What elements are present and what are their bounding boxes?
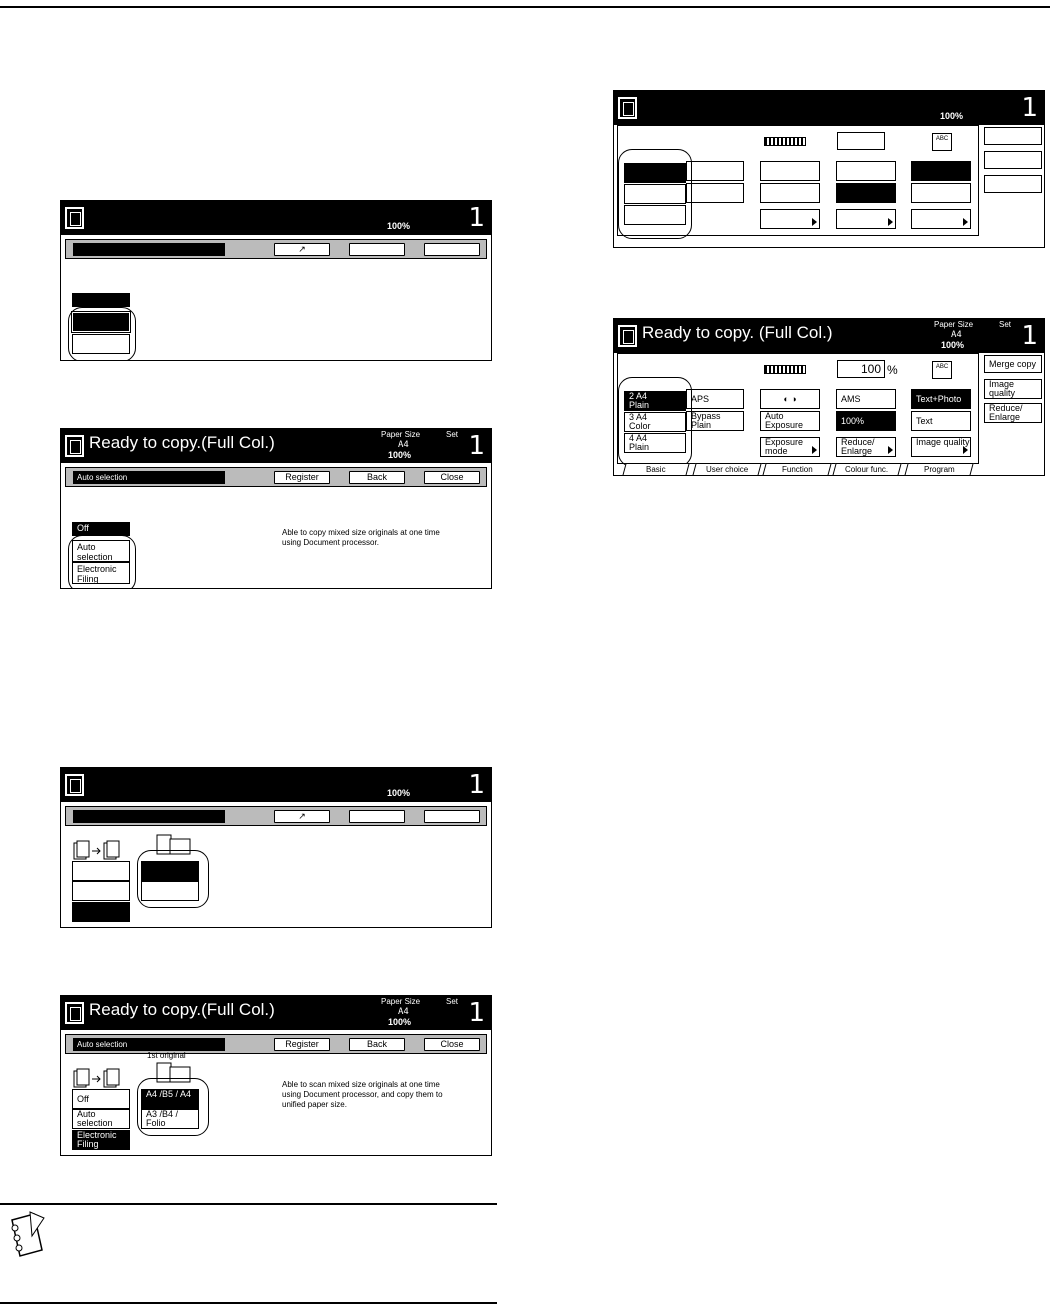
zoom-indicator: 100% (941, 340, 965, 350)
electronic-filing-button[interactable] (72, 902, 130, 922)
note-bottom-rule (0, 1302, 497, 1304)
merge-copy-button[interactable] (984, 127, 1042, 145)
zoom-indicator: 100% (387, 221, 411, 231)
copy-count: 1 (468, 998, 485, 1028)
status-title: Ready to copy.(Full Col.) (89, 433, 275, 452)
bypass-type: Plain (691, 420, 712, 430)
screen-c (60, 767, 492, 928)
electronic-filing-button[interactable]: Electronic Filing (72, 562, 130, 584)
bypass-button[interactable] (686, 411, 744, 431)
contrast-button[interactable]: ◐ ◑ (760, 389, 820, 409)
mode-label: Auto selection (73, 471, 225, 484)
exposure-mode-button[interactable] (760, 437, 820, 457)
title-bar (61, 768, 491, 802)
reduce-enlarge-button[interactable] (836, 209, 896, 229)
tab-program-label: Program (923, 465, 955, 474)
copy-count: 1 (468, 770, 485, 800)
side-reduce-enlarge-button[interactable] (984, 175, 1042, 193)
back-button[interactable] (349, 243, 405, 256)
drawer-3-type: Color (629, 421, 651, 431)
back-button[interactable]: Back (349, 471, 405, 484)
document-icon (65, 435, 84, 457)
title-bar (61, 201, 491, 235)
document-icon (618, 325, 637, 347)
zoom-display-value: 100 (860, 362, 881, 376)
tab-colour-func-label: Colour func. (845, 465, 889, 474)
side-image-quality-button[interactable]: Image quality (984, 379, 1042, 399)
size-option-1[interactable]: A4 /B5 / A4 (141, 1089, 199, 1109)
document-icon (65, 1002, 84, 1024)
close-button[interactable] (424, 810, 480, 823)
document-icon (65, 207, 84, 229)
copy-count: 1 (468, 431, 485, 461)
mode-bar (65, 239, 487, 259)
exposure-dial (764, 137, 806, 146)
zoom-indicator: 100% (388, 1017, 412, 1027)
paper-size-value: A4 (398, 440, 409, 450)
register-button[interactable]: ↗ (274, 810, 330, 823)
auto-exposure-button[interactable] (760, 183, 820, 203)
info-message: Able to copy mixed size originals at one time using Document processor. (282, 528, 440, 547)
screen-d (60, 995, 492, 1156)
image-quality-button[interactable] (911, 209, 971, 229)
aps-button[interactable]: APS (686, 389, 744, 409)
merge-copy-button[interactable]: Merge copy (984, 355, 1042, 373)
paper-size-value: A4 (398, 1007, 409, 1017)
zoom-display (837, 132, 885, 150)
aps-button[interactable] (686, 161, 744, 181)
zoom-display (837, 360, 885, 378)
close-button[interactable]: Close (424, 471, 480, 484)
zoom-indicator: 100% (387, 788, 411, 798)
close-button[interactable] (424, 243, 480, 256)
title-bar (61, 429, 491, 463)
auto-selection-button[interactable]: Auto selection (72, 540, 130, 562)
highlight-oval (137, 850, 209, 908)
copy-count: 1 (468, 203, 485, 233)
ams-button[interactable]: AMS (836, 389, 896, 409)
auto-selection-button[interactable] (72, 881, 130, 901)
zoom-unit: % (887, 363, 898, 377)
text-photo-button[interactable] (911, 161, 971, 181)
document-icon (65, 774, 84, 796)
drawer-2-size: 2 A4 (629, 391, 648, 401)
document-icon (618, 97, 637, 119)
copy-count: 1 (1021, 93, 1038, 123)
image-quality-label: Image quality (916, 437, 970, 447)
drawer-3-size: 3 A4 (629, 412, 648, 422)
image-quality-button[interactable] (911, 437, 971, 457)
tab-program[interactable] (904, 463, 973, 476)
electronic-filing-button[interactable]: Electronic Filing (72, 1130, 130, 1150)
exposure-dial (764, 365, 806, 374)
copy-count: 1 (1021, 321, 1038, 351)
bypass-label: Bypass (691, 411, 721, 421)
close-button[interactable]: Close (424, 1038, 480, 1051)
set-label: Set (999, 320, 1012, 329)
exposure-mode-button[interactable] (760, 209, 820, 229)
highlight-oval (618, 149, 692, 239)
bypass-button[interactable] (686, 183, 744, 203)
zoom-indicator: 100% (940, 111, 964, 121)
paper-size-label: Paper Size (381, 997, 421, 1006)
off-button[interactable] (72, 293, 130, 307)
tab-basic[interactable] (622, 463, 689, 476)
off-button[interactable] (72, 861, 130, 881)
mode-label (73, 810, 225, 823)
mode-bar (65, 467, 487, 487)
set-label: Set (446, 997, 459, 1006)
tab-function[interactable] (762, 463, 831, 476)
hundred-percent-button[interactable] (836, 183, 896, 203)
drawer-2-type: Plain (629, 400, 650, 410)
drawer-4-type: Plain (629, 442, 650, 452)
size-option-2[interactable]: A3 /B4 / Folio (141, 1109, 199, 1129)
tab-user-choice[interactable] (692, 463, 761, 476)
mode-bar (65, 1034, 487, 1054)
note-icon (4, 1210, 50, 1264)
mode-bar (65, 806, 487, 826)
text-button[interactable]: Text (911, 411, 971, 431)
mixed-originals-icon (73, 840, 131, 862)
back-button[interactable] (349, 810, 405, 823)
screen-a (60, 200, 492, 361)
highlight-oval (137, 1078, 209, 1136)
info-message: Able to scan mixed size originals at one time using Document processor, and copy them to unified paper size. (282, 1080, 443, 1109)
auto-exposure-button[interactable]: Auto Exposure (760, 411, 820, 431)
ams-button[interactable] (836, 161, 896, 181)
paper-size-label: Paper Size (381, 430, 421, 439)
reduce-enlarge-button[interactable] (836, 437, 896, 457)
first-original-label: 1st original (147, 1051, 186, 1060)
hundred-percent-button[interactable]: 100% (836, 411, 896, 431)
off-button[interactable]: Off (72, 522, 130, 536)
mode-label: Auto selection (73, 1038, 225, 1051)
off-button[interactable]: Off (72, 1089, 130, 1109)
paper-size-value: A4 (951, 330, 962, 340)
zoom-indicator: 100% (388, 450, 412, 460)
paper-size-label: Paper Size (934, 320, 974, 329)
tab-basic-label: Basic (646, 465, 666, 474)
exposure-mode-label: Exposure mode (765, 437, 804, 456)
title-bar (61, 996, 491, 1030)
auto-selection-button[interactable]: Auto selection (72, 1109, 130, 1129)
mixed-originals-icon (73, 1068, 131, 1090)
tab-function-label: Function (781, 465, 813, 474)
contrast-button[interactable] (760, 161, 820, 181)
side-image-quality-button[interactable] (984, 151, 1042, 169)
screen-b (60, 428, 492, 589)
tab-colour-func[interactable] (832, 463, 901, 476)
highlight-oval (618, 377, 692, 467)
highlight-oval (68, 535, 136, 589)
set-label: Set (446, 430, 459, 439)
screen-f (613, 318, 1045, 476)
note-top-rule (0, 1203, 497, 1205)
text-photo-button[interactable]: Text+Photo (911, 389, 971, 409)
mode-label (73, 243, 225, 256)
abc-icon: ABC (932, 133, 952, 151)
status-title: Ready to copy. (Full Col.) (642, 323, 833, 342)
register-button[interactable]: ↗ (274, 243, 330, 256)
back-button[interactable]: Back (349, 1038, 405, 1051)
top-rule (0, 6, 1050, 8)
highlight-oval (68, 307, 136, 361)
screen-e (613, 90, 1045, 248)
register-button[interactable]: Register (274, 471, 330, 484)
tab-user-choice-label: User choice (705, 465, 749, 474)
abc-icon: ABC (932, 361, 952, 379)
title-bar (614, 91, 1044, 125)
title-bar (614, 319, 1044, 353)
side-reduce-enlarge-button[interactable]: Reduce/ Enlarge (984, 403, 1042, 423)
drawer-4-size: 4 A4 (629, 433, 648, 443)
status-title: Ready to copy.(Full Col.) (89, 1000, 275, 1019)
register-button[interactable]: Register (274, 1038, 330, 1051)
reduce-enlarge-label: Reduce/ Enlarge (841, 437, 875, 456)
text-button[interactable] (911, 183, 971, 203)
